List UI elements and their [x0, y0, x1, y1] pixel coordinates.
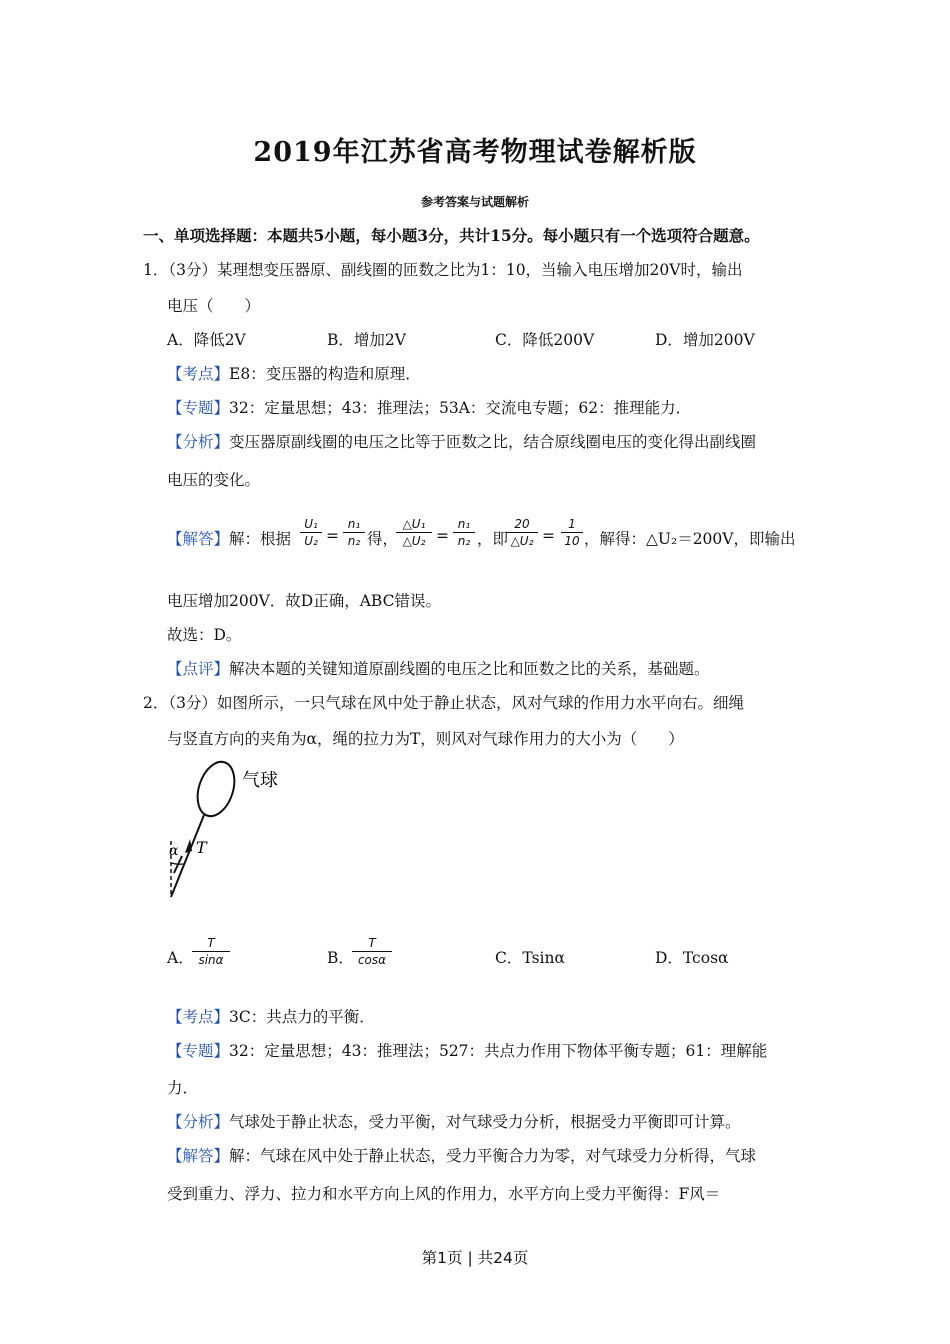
q2-option-b-frac — [352, 935, 392, 968]
balloon-figure — [160, 755, 300, 905]
q1-option-d: D．增加200V — [655, 331, 755, 349]
q1-dianping-tag: 【点评】 — [167, 660, 230, 678]
q2-zhuanti-tag: 【专题】 — [167, 1042, 230, 1060]
q1-dianping — [167, 657, 710, 679]
q1-option-a: A．降低2V — [167, 331, 246, 349]
q1-frac-1-10 — [561, 516, 583, 549]
q1-frac-du1-du2 — [396, 516, 432, 549]
q1-de: 得， — [367, 530, 399, 548]
q1-option-b: B．增加2V — [327, 331, 406, 349]
q1-fenxi-text1: 变压器原副线圈的电压之比等于匝数之比，结合原线圈电压的变化得出副线圈 — [229, 433, 757, 451]
arrow-head — [185, 839, 192, 853]
q2-option-a-label: A． — [167, 949, 194, 967]
q1-stem-line1: 1．（3分）某理想变压器原、副线圈的匝数之比为1：10，当输入电压增加20V时，输出 — [143, 261, 743, 279]
q1-frac-20-du2 — [506, 516, 538, 549]
section-heading: 一、单项选择题：本题共5小题，每小题3分，共计15分。每小题只有一个选项符合题意。 — [143, 226, 760, 245]
balloon-label: 气球 — [242, 770, 278, 791]
q1-frac-u1-u2 — [300, 516, 322, 549]
q2-option-c: C．Tsinα — [495, 949, 565, 967]
q1-fenxi — [167, 430, 756, 452]
q2-option-a-frac — [192, 935, 230, 968]
q1-jieda-line2: 电压增加200V．故D正确，ABC错误。 — [167, 592, 441, 610]
balloon-shape — [191, 757, 241, 821]
alpha-label: α — [169, 843, 179, 859]
q1-frac-n1-n2 — [343, 516, 365, 549]
document-subtitle: 参考答案与试题解析 — [420, 195, 529, 209]
q1-eq3: = — [542, 527, 555, 545]
frac-den: △U₂ — [510, 534, 534, 548]
q1-zhuanti-tag: 【专题】 — [167, 399, 230, 417]
q2-option-d: D．Tcosα — [655, 949, 729, 967]
q1-zhuanti-text: 32：定量思想；43：推理法；53A：交流电专题；62：推理能力． — [229, 399, 692, 417]
frac-num: T — [368, 936, 376, 950]
q1-stem-line2: 电压（ ） — [167, 297, 261, 315]
document-title: 2019年江苏省高考物理试卷解析版 — [253, 137, 697, 168]
q2-zhuanti — [167, 1039, 767, 1061]
q2-fenxi-text: 气球处于静止状态，受力平衡，对气球受力分析，根据受力平衡即可计算。 — [229, 1113, 741, 1131]
page-footer: 第1页 | 共24页 — [421, 1249, 529, 1267]
angle-arc — [171, 863, 184, 864]
q1-kaodian — [167, 362, 421, 384]
q2-fenxi — [167, 1110, 741, 1132]
q2-option-b-label: B． — [327, 949, 354, 967]
q2-jieda-text1: 解：气球在风中处于静止状态，受力平衡合力为零，对气球受力分析得，气球 — [229, 1147, 757, 1165]
frac-num: 20 — [514, 517, 530, 531]
q1-fenxi-tag: 【分析】 — [167, 433, 230, 451]
q1-jieda-tag: 【解答】 — [167, 530, 230, 548]
q1-guxuan: 故选：D。 — [167, 626, 242, 644]
frac-num: n₁ — [347, 517, 361, 531]
q1-jieda-post: ，解得：△U₂＝200V，即输出 — [584, 530, 796, 548]
q1-jieda-pre-text: 解：根据 — [229, 530, 292, 548]
q1-ji: ，即 — [477, 530, 509, 548]
q2-jieda-line2: 受到重力、浮力、拉力和水平方向上风的作用力，水平方向上受力平衡得：F风＝ — [167, 1185, 721, 1203]
tension-label: T — [196, 838, 207, 857]
q2-stem-line1: 2．（3分）如图所示，一只气球在风中处于静止状态，风对气球的作用力水平向右。细绳 — [143, 694, 744, 712]
q2-kaodian-text: 3C：共点力的平衡． — [229, 1008, 375, 1026]
q1-fenxi-line2: 电压的变化。 — [167, 471, 261, 489]
q1-kaodian-tag: 【考点】 — [167, 365, 230, 383]
frac-den: 10 — [564, 534, 580, 548]
frac-num: △U₁ — [402, 517, 426, 531]
frac-den: U₂ — [304, 534, 318, 548]
q1-zhuanti — [167, 396, 691, 418]
q2-kaodian-tag: 【考点】 — [167, 1008, 230, 1026]
q1-jieda-pre — [167, 527, 291, 549]
frac-num: n₁ — [457, 517, 471, 531]
frac-den: cosα — [357, 953, 387, 967]
frac-den: n₂ — [347, 534, 361, 548]
q1-kaodian-text: E8：变压器的构造和原理． — [229, 365, 421, 383]
q2-fenxi-tag: 【分析】 — [167, 1113, 230, 1131]
q2-jieda-tag: 【解答】 — [167, 1147, 230, 1165]
q1-eq2: = — [436, 527, 449, 545]
frac-den: n₂ — [457, 534, 471, 548]
q1-dianping-text: 解决本题的关键知道原副线圈的电压之比和匝数之比的关系，基础题。 — [229, 660, 710, 678]
q1-eq1: = — [326, 527, 339, 545]
frac-den: sinα — [198, 953, 224, 967]
q2-zhuanti-line2: 力． — [167, 1079, 199, 1097]
frac-den: △U₂ — [402, 534, 426, 548]
frac-num: 1 — [568, 517, 576, 531]
q2-jieda — [167, 1144, 756, 1166]
q2-stem-line2: 与竖直方向的夹角为α，绳的拉力为T，则风对气球作用力的大小为（ ） — [167, 730, 684, 748]
q2-kaodian — [167, 1005, 375, 1027]
q1-option-c: C．降低200V — [495, 331, 595, 349]
q1-frac-n1-n2-b — [453, 516, 475, 549]
frac-num: U₁ — [304, 517, 318, 531]
q2-zhuanti-text1: 32：定量思想；43：推理法；527：共点力作用下物体平衡专题；61：理解能 — [229, 1042, 768, 1060]
frac-num: T — [207, 936, 215, 950]
